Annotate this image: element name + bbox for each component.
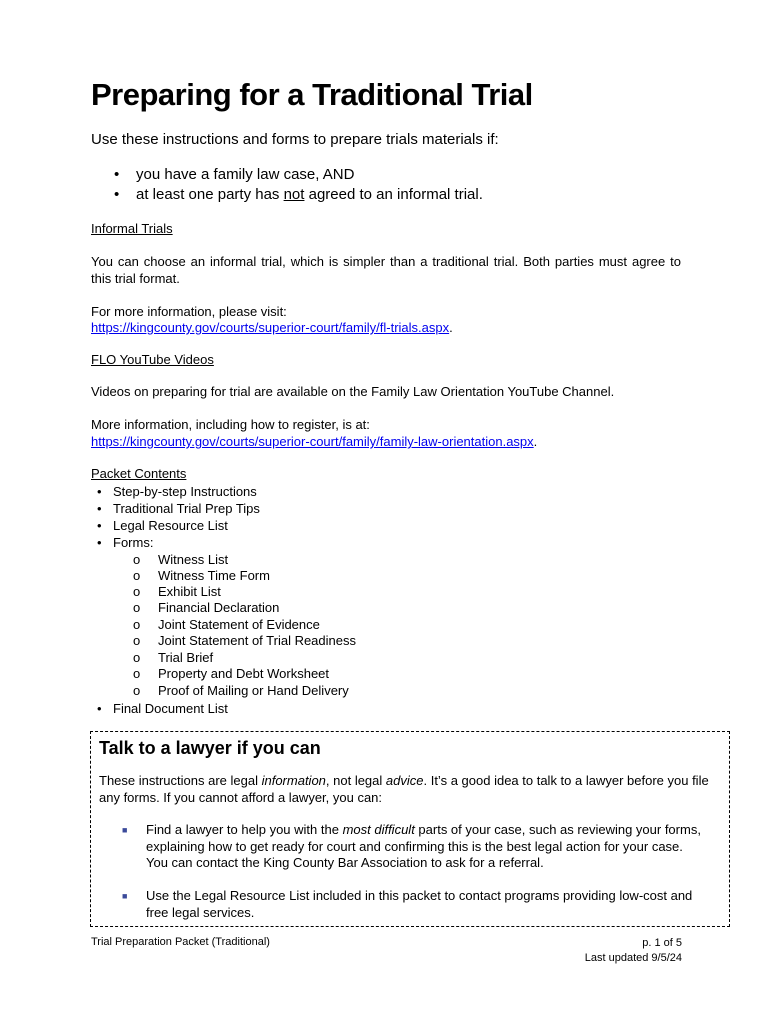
youtube-link-line: https://kingcounty.gov/courts/superior-court/family/family-law-orientation.aspx.	[91, 434, 538, 449]
footer-page-info	[540, 936, 682, 966]
circle-bullet-icon: o	[133, 552, 141, 567]
circle-bullet-icon: o	[133, 584, 141, 599]
callout-intro: These instructions are legal information, not legal advice. It’s a good idea to talk to a lawyer before you file any forms. If you cannot afford a lawyer, you can:	[99, 773, 709, 805]
page-title: Preparing for a Traditional Trial	[91, 77, 533, 112]
circle-bullet-icon: o	[133, 568, 141, 583]
callout-bullet-2: Use the Legal Resource List included in this packet to contact programs providing low-cost and free legal services.	[146, 888, 693, 920]
circle-bullet-icon: o	[133, 666, 141, 681]
condition-text: at least one party has not agreed to an informal trial.	[136, 186, 483, 203]
informal-link-line: https://kingcounty.gov/courts/superior-court/family/fl-trials.aspx.	[91, 320, 453, 335]
not-emphasis: not	[283, 186, 305, 203]
last-updated: Last updated 9/5/24	[584, 952, 682, 964]
informal-trials-link[interactable]: https://kingcounty.gov/courts/superior-court/family/fl-trials.aspx	[91, 320, 450, 335]
circle-bullet-icon: o	[133, 633, 141, 648]
informal-more-label: For more information, please visit:	[91, 304, 287, 319]
condition-text: you have a family law case, AND	[136, 166, 355, 183]
informal-trials-body: You can choose an informal trial, which is simpler than a traditional trial. Both parties must agree to this trial format.	[91, 254, 681, 286]
footer-document-title: Trial Preparation Packet (Traditional)	[91, 936, 270, 948]
bullet-icon: •	[97, 501, 102, 516]
youtube-more-label: More information, including how to register, is at:	[91, 417, 370, 432]
bullet-icon: •	[97, 518, 102, 533]
square-bullet-icon: ■	[122, 891, 128, 901]
callout-bullet-1: Find a lawyer to help you with the most difficult parts of your case, such as reviewing your forms, explaining how to get ready for court and confirming this is the best legal action for your case. You can contact the King County Bar Association to ask for a referral.	[146, 822, 701, 870]
circle-bullet-icon: o	[133, 600, 141, 615]
youtube-heading: FLO YouTube Videos	[91, 352, 214, 367]
bullet-icon: •	[97, 484, 102, 499]
informal-trials-heading: Informal Trials	[91, 221, 173, 236]
circle-bullet-icon: o	[133, 683, 141, 698]
youtube-body: Videos on preparing for trial are available on the Family Law Orientation YouTube Channel.	[91, 384, 615, 399]
page-number: p. 1 of 5	[642, 937, 682, 949]
square-bullet-icon: ■	[122, 825, 128, 835]
bullet-icon: •	[114, 186, 120, 203]
family-law-orientation-link[interactable]: https://kingcounty.gov/courts/superior-court/family/family-law-orientation.aspx	[91, 434, 534, 449]
bullet-icon: •	[97, 701, 102, 716]
circle-bullet-icon: o	[133, 650, 141, 665]
bullet-icon: •	[114, 166, 120, 183]
packet-contents-heading: Packet Contents	[91, 466, 187, 481]
circle-bullet-icon: o	[133, 617, 141, 632]
callout-title: Talk to a lawyer if you can	[99, 738, 321, 758]
intro-text: Use these instructions and forms to prepare trials materials if:	[91, 131, 499, 148]
bullet-icon: •	[97, 535, 102, 550]
